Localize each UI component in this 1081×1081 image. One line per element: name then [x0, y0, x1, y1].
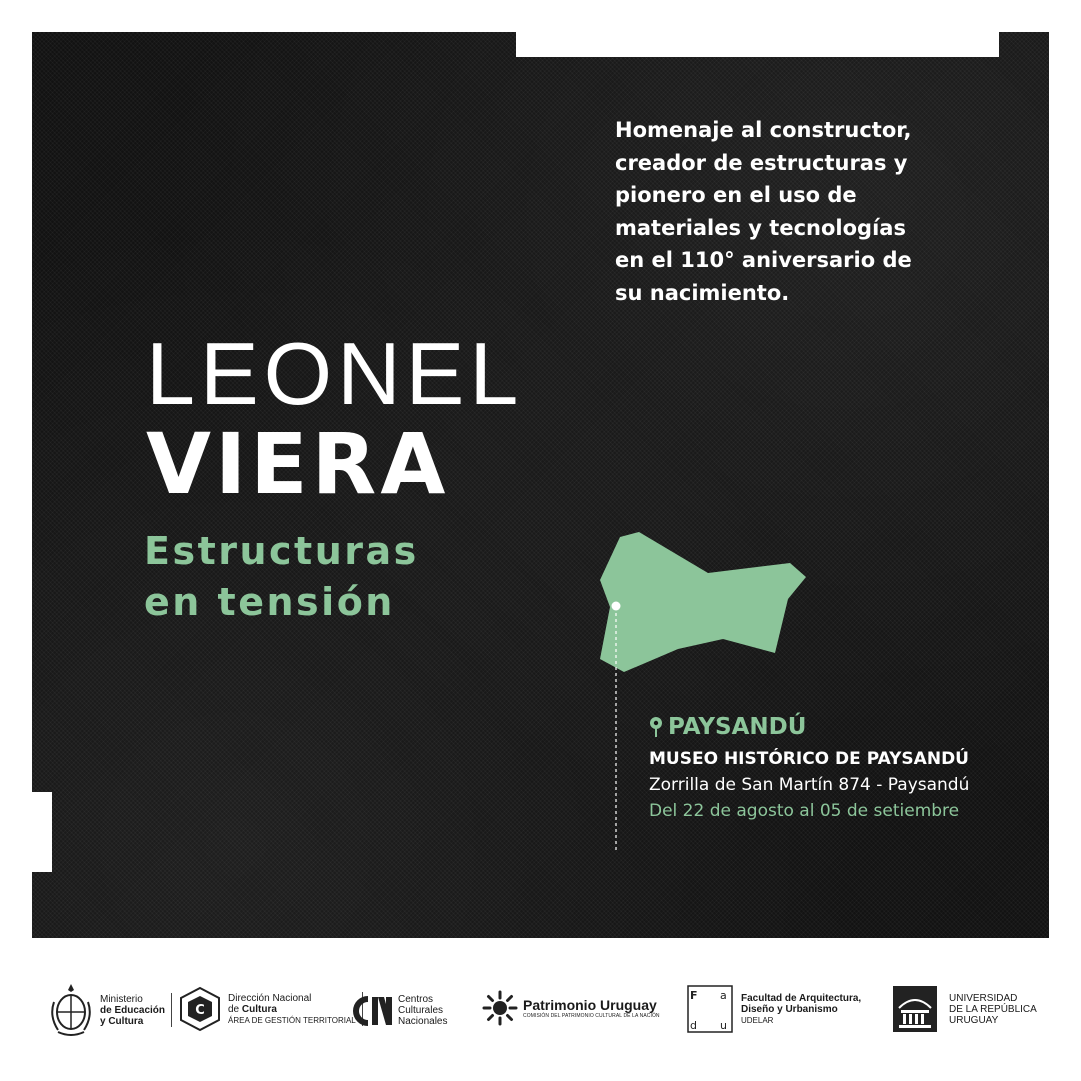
logo-fadu — [687, 985, 861, 1033]
logo-dnc — [178, 986, 369, 1032]
top-white-tab — [516, 32, 999, 57]
title-last-name: VIERA — [146, 415, 450, 513]
tagline-line: su nacimiento. — [615, 280, 790, 305]
fadu-line: UDELAR — [741, 1015, 774, 1025]
udelar-line: DE LA REPÚBLICA — [949, 1003, 1037, 1015]
dnc-line: de — [228, 1003, 242, 1015]
ccn-line: Culturales — [398, 1005, 444, 1016]
fadu-line: Facultad de Arquitectura, — [741, 992, 862, 1004]
location-block — [649, 712, 969, 824]
fadu-line: Diseño y Urbanismo — [741, 1003, 838, 1015]
subtitle-line: Estructuras — [144, 529, 419, 573]
tagline-line: pionero en el uso de — [615, 183, 857, 207]
dnc-line: Cultura — [241, 1003, 277, 1015]
divider — [171, 993, 172, 1027]
city-label: PAYSANDÚ — [668, 714, 807, 740]
location-city — [649, 712, 969, 742]
udelar-line: UNIVERSIDAD — [949, 992, 1018, 1004]
museum-address: Zorrilla de San Martín 874 - Paysandú — [649, 775, 970, 795]
sun-icon — [482, 990, 518, 1026]
udelar-line: URUGUAY — [949, 1014, 999, 1026]
sponsor-footer — [0, 938, 1081, 1081]
cultura-hexagon-icon — [178, 986, 222, 1032]
tagline-line: en el 110° aniversario de — [615, 248, 912, 272]
subtitle-line: en tensión — [144, 580, 395, 624]
fadu-letter: d — [690, 1019, 697, 1032]
logo-udelar — [893, 986, 1037, 1032]
logo-mec — [48, 982, 178, 1038]
ccn-line: Centros — [398, 994, 434, 1005]
dnc-line: ÁREA DE GESTIÓN TERRITORIAL — [228, 1015, 356, 1025]
museum-name: MUSEO HISTÓRICO DE PAYSANDÚ — [649, 749, 969, 769]
fadu-letter: u — [720, 1019, 727, 1032]
ccn-line: Nacionales — [398, 1016, 448, 1027]
left-white-tab — [32, 792, 52, 872]
university-building-icon — [893, 986, 937, 1032]
tagline-line: materiales y tecnologías — [615, 215, 906, 240]
logo-patrimonio — [482, 990, 660, 1026]
patrimonio-name: Patrimonio Uruguay — [523, 997, 657, 1013]
fadu-letter: F — [690, 989, 698, 1002]
dnc-mark: C — [195, 1003, 205, 1018]
tagline-line: creador de estructuras y — [615, 150, 908, 175]
tagline-line: Homenaje al constructor, — [615, 118, 912, 142]
logo-ccn — [352, 994, 447, 1027]
mec-line: y Cultura — [100, 1015, 144, 1027]
mec-line: de Educación — [100, 1004, 166, 1016]
fadu-letter: a — [720, 989, 727, 1002]
exhibition-dates: Del 22 de agosto al 05 de setiembre — [649, 801, 960, 821]
title-first-name: LEONEL — [146, 324, 524, 423]
exhibition-subtitle — [144, 526, 419, 628]
tagline — [615, 114, 945, 309]
location-dot — [612, 602, 621, 611]
uruguay-coat-of-arms-icon — [48, 982, 94, 1038]
dnc-line: Dirección Nacional — [228, 992, 312, 1004]
mec-line: Ministerio — [100, 993, 143, 1005]
centros-culturales-icon — [352, 995, 394, 1027]
patrimonio-sub: COMISIÓN DEL PATRIMONIO CULTURAL DE LA NACIÓN — [523, 1013, 660, 1019]
map-pin-icon — [649, 716, 663, 738]
fadu-square-icon — [687, 985, 733, 1033]
